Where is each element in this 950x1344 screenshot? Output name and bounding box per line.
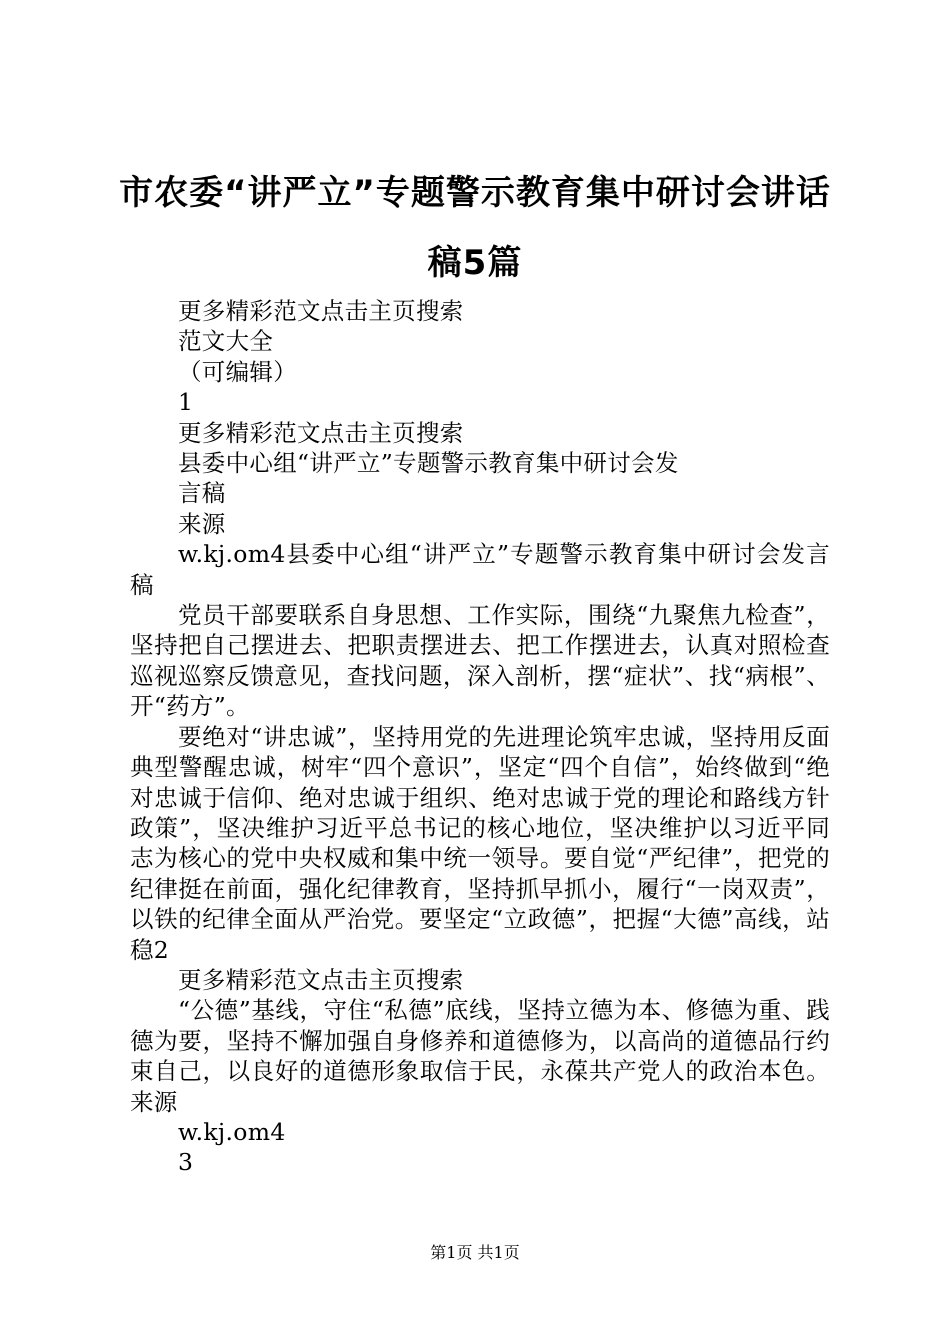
page-footer: 第1页 共1页: [430, 1243, 520, 1262]
page-number-3: 3: [178, 1148, 194, 1177]
paragraph-subtitle-cont: 言稿: [178, 479, 226, 508]
paragraph-editable-note: （可编辑）: [178, 357, 297, 386]
paragraph-more-link-2: 更多精彩范文点击主页搜索: [178, 418, 464, 447]
paragraph-body-2: 要绝对“讲忠诚”，坚持用党的先进理论筑牢忠诚，坚持用反面典型警醒忠诚，树牢“四个意识”，坚定“四个自信”，始终做到“绝对忠诚于信仰、绝对忠诚于组织、绝对忠诚于党的理论和路线方针政策”，坚决维护习近平总书记的核心地位，坚决维护以习近平同志为核心的党中央权威和集中统一领导。要自觉“严纪律”，把党的纪律挺在前面，强化纪律教育，坚持抓早抓小，履行“一岗双责”，以铁的纪律全面从严治党。要坚定“立政德”，把握“大德”高线，站稳2: [130, 722, 830, 964]
paragraph-body-3: “公德”基线，守住“私德”底线，坚持立德为本、修德为重、践德为要，坚持不懈加强自身修养和道德修为，以高尚的道德品行约束自己，以良好的道德形象取信于民，永葆共产党人的政治本色。来源: [130, 996, 830, 1116]
paragraph-source-short: w.kj.om4: [178, 1117, 286, 1146]
paragraph-more-link-3: 更多精彩范文点击主页搜索: [178, 965, 464, 994]
paragraph-source-label: 来源: [178, 509, 226, 538]
paragraph-source-line: w.kj.om4县委中心组“讲严立”专题警示教育集中研讨会发言稿: [130, 540, 830, 599]
paragraph-collection-label: 范文大全: [178, 327, 274, 356]
paragraph-subtitle: 县委中心组“讲严立”专题警示教育集中研讨会发: [178, 449, 679, 478]
document-body: [130, 296, 830, 1178]
page-number-1: 1: [178, 388, 194, 417]
paragraph-body-1: 党员干部要联系自身思想、工作实际，围绕“九聚焦九检查”，坚持把自己摆进去、把职责摆进去、把工作摆进去，认真对照检查巡视巡察反馈意见，查找问题，深入剖析，摆“症状”、找“病根”、开“药方”。: [130, 601, 830, 721]
paragraph-more-link-1: 更多精彩范文点击主页搜索: [178, 297, 464, 325]
document-title: 市农委“讲严立”专题警示教育集中研讨会讲话稿5篇: [119, 173, 831, 283]
